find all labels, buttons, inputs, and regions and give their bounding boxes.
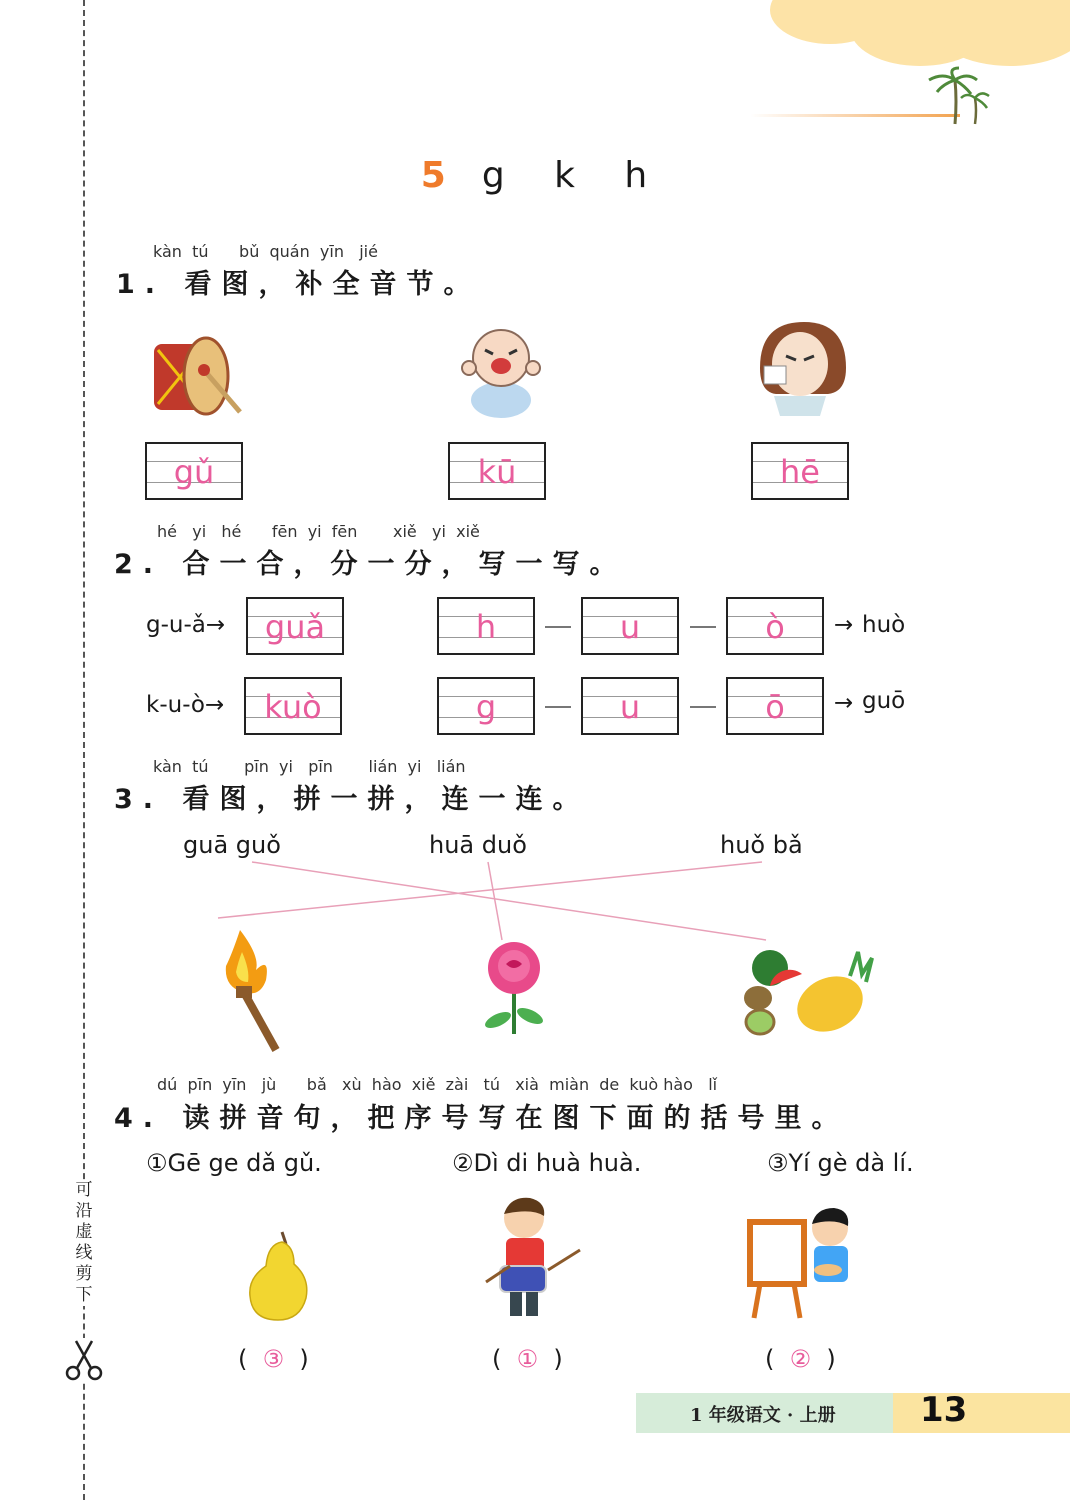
q4-pinyin: dú pīn yīn jù bǎ xù hào xiě zài tú xià miàn de kuò hào lǐ (157, 1075, 718, 1094)
q2-row2-parts: k-u-ò→ (146, 692, 225, 718)
q1-answer-1: gǔ (173, 453, 215, 491)
q2-row1-split-2: u (619, 608, 641, 646)
q4-sentence-2: ②Dì di huà huà. (452, 1149, 642, 1177)
q4-heading: 4. 读拼音句，把序号写在图下面的括号里。 (114, 1103, 849, 1134)
boy-painting-image (746, 1206, 860, 1324)
q1-answer-3: hē (780, 453, 820, 491)
q2-row2-split-2: u (619, 688, 641, 726)
q2-row2-arrow: → (834, 690, 854, 716)
q1-pinyin: kàn tú bǔ quán yīn jié (153, 242, 378, 261)
fruits-image (740, 946, 874, 1038)
q2-row1-arrow: → (834, 612, 854, 638)
q4-answer-paren-1: ( ③ ) (238, 1345, 309, 1373)
q2-pinyin: hé yi hé fēn yi fēn xiě yi xiě (157, 522, 480, 541)
q2-row2-combined: kuò (264, 688, 322, 726)
torch-image (210, 926, 290, 1054)
footer-book-title: 1 年级语文 · 上册 (690, 1405, 836, 1426)
page-number: 13 (920, 1390, 968, 1430)
q4-answer-1: ③ (262, 1345, 285, 1373)
q2-row1-parts: g-u-ǎ→ (146, 612, 226, 638)
q3-syllable-3: huǒ bǎ (720, 831, 803, 859)
q2-row1-split-3: ò (765, 608, 785, 646)
q1-heading: 1. 看图，补全音节。 (116, 269, 481, 300)
q4-sentence-3: ③Yí gè dà lí. (767, 1149, 914, 1177)
q3-syllable-2: huā duǒ (429, 831, 527, 859)
q2-row2-split-1: g (475, 688, 497, 726)
boy-with-drum-image (480, 1196, 584, 1324)
q4-sentence-1: ①Gē ge dǎ gǔ. (146, 1149, 322, 1177)
q2-row2-result: guō (862, 688, 906, 714)
q4-answer-2: ① (516, 1345, 539, 1373)
q3-syllable-1: guā guǒ (183, 831, 281, 859)
lesson-number: 5 (420, 155, 448, 196)
q3-heading: 3. 看图，拼一拼，连一连。 (114, 784, 590, 815)
q2-heading: 2. 合一合，分一分，写一写。 (114, 549, 627, 580)
q2-row1-combined: guǎ (264, 608, 326, 646)
q4-answer-3: ② (789, 1345, 812, 1373)
q2-row2-split-3: ō (765, 688, 785, 726)
q1-answer-2: kū (477, 453, 517, 491)
q3-pinyin: kàn tú pīn yi pīn lián yi lián (153, 757, 466, 776)
rose-image (478, 940, 548, 1036)
q4-answer-paren-3: ( ② ) (765, 1345, 836, 1373)
q2-row1-result: huò (862, 612, 906, 638)
lesson-letters: g k h (481, 155, 650, 196)
q2-row1-split-1: h (475, 608, 497, 646)
pear-image (244, 1228, 314, 1322)
q4-answer-paren-2: ( ① ) (492, 1345, 563, 1373)
cut-hint: 可沿虚线剪下 (72, 1180, 96, 1306)
